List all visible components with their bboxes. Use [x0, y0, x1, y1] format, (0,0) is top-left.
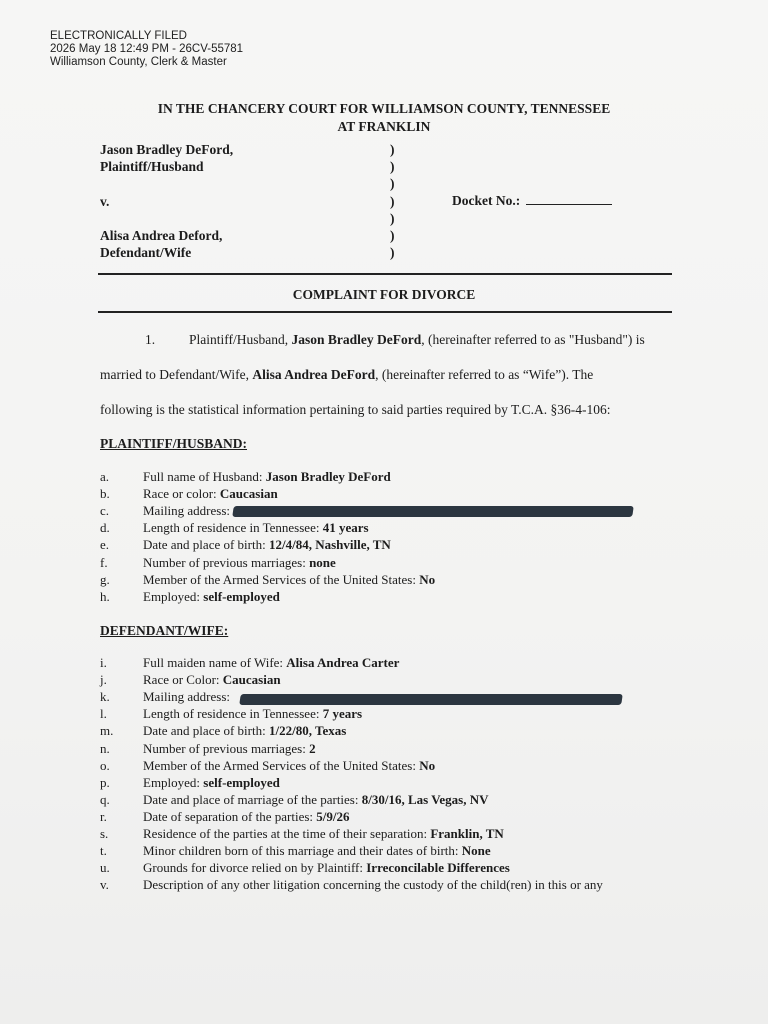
- item-label: Race or color:: [143, 486, 220, 502]
- stamp-line-3: Williamson County, Clerk & Master: [50, 56, 227, 68]
- item-value: 7 years: [322, 706, 363, 722]
- item-letter: s.: [100, 826, 109, 841]
- item-label: Mailing address:: [143, 503, 231, 519]
- stamp-line-1: ELECTRONICALLY FILED: [50, 30, 187, 42]
- item-value: Caucasian: [222, 672, 281, 688]
- item-letter: k.: [100, 689, 110, 705]
- item-letter: r.: [100, 808, 107, 824]
- item-label: Length of residence in Tennessee:: [143, 520, 323, 536]
- text: Plaintiff/Husband,: [189, 332, 292, 347]
- item-label: Date and place of birth:: [143, 537, 269, 553]
- caption-paren: ): [390, 211, 395, 226]
- item-letter: j.: [100, 672, 107, 688]
- defendant-role: Defendant/Wife: [100, 245, 192, 260]
- list-item: [100, 469, 391, 485]
- list-item: [100, 537, 391, 553]
- item-label: Length of residence in Tennessee:: [143, 706, 323, 722]
- item-label: Member of the Armed Services of the United States:: [143, 571, 420, 587]
- item-label: Mailing address:: [143, 689, 231, 705]
- item-value: Franklin, TN: [430, 826, 504, 841]
- defendant-name: Alisa Andrea Deford,: [100, 228, 223, 243]
- docket-label: Docket No.:: [452, 193, 521, 208]
- document-title: COMPLAINT FOR DIVORCE: [292, 287, 476, 302]
- item-value: 8/30/16, Las Vegas, NV: [361, 791, 489, 807]
- item-label: Residence of the parties at the time of their separation:: [143, 826, 431, 841]
- versus: v.: [100, 194, 110, 209]
- list-item: [100, 572, 435, 588]
- redaction-bar: [232, 506, 634, 517]
- item-value: none: [309, 554, 336, 570]
- item-value: Jason Bradley DeFord: [265, 469, 391, 484]
- text: , (hereinafter referred to as "Husband") is: [421, 332, 645, 347]
- plaintiff-role: Plaintiff/Husband: [100, 159, 204, 174]
- bottom-divider: [98, 311, 672, 313]
- paragraph-1-line-1: [100, 332, 672, 348]
- item-letter: c.: [100, 503, 110, 519]
- item-value: Irreconcilable Differences: [366, 860, 510, 876]
- item-letter: i.: [100, 655, 107, 670]
- court-heading: [0, 100, 768, 136]
- item-value: 41 years: [322, 520, 369, 536]
- caption-paren: ): [390, 176, 395, 191]
- item-letter: h.: [100, 588, 110, 604]
- paragraph-number: 1.: [145, 332, 156, 347]
- list-item: [100, 486, 278, 502]
- item-label: Number of previous marriages:: [143, 554, 310, 570]
- item-value: Caucasian: [219, 486, 278, 502]
- list-item: [100, 775, 280, 791]
- item-label: Description of any other litigation concerning the custody of the child(ren) in this or any: [143, 877, 603, 893]
- item-value: 1/22/80, Texas: [268, 723, 347, 739]
- item-letter: a.: [100, 469, 110, 484]
- court-heading-line-2: AT FRANKLIN: [337, 119, 431, 134]
- item-letter: d.: [100, 520, 110, 536]
- caption-paren: ): [390, 228, 395, 243]
- item-letter: m.: [100, 723, 114, 739]
- item-value: self-employed: [203, 588, 280, 604]
- item-value: 12/4/84, Nashville, TN: [268, 537, 391, 553]
- list-item: [100, 520, 369, 536]
- item-value: self-employed: [203, 774, 280, 790]
- list-item: [100, 503, 230, 519]
- list-item: [100, 843, 491, 859]
- caption-paren: ): [390, 194, 395, 209]
- item-label: Number of previous marriages:: [143, 740, 310, 756]
- list-item: [100, 860, 510, 876]
- item-letter: q.: [100, 791, 110, 807]
- wife-name: Alisa Andrea DeFord: [252, 367, 376, 382]
- item-value: Alisa Andrea Carter: [286, 655, 400, 670]
- list-item: [100, 655, 399, 671]
- text: , (hereinafter referred to as “Wife”). The: [375, 367, 594, 382]
- item-value: 2: [309, 740, 316, 756]
- item-label: Minor children born of this marriage and their dates of birth:: [143, 843, 462, 859]
- text: married to Defendant/Wife,: [100, 367, 253, 382]
- item-letter: b.: [100, 486, 110, 502]
- stamp-line-2: 2026 May 18 12:49 PM - 26CV-55781: [50, 43, 244, 55]
- item-letter: n.: [100, 740, 110, 756]
- paragraph-1-line-3: following is the statistical information pertaining to said parties required by T.C.A. §36-4-106:: [100, 402, 611, 417]
- item-value: No: [419, 571, 436, 587]
- item-value: None: [461, 843, 491, 859]
- item-letter: v.: [100, 877, 109, 893]
- docket-number: [452, 192, 612, 209]
- list-item: [100, 723, 346, 739]
- item-label: Full name of Husband:: [143, 469, 266, 484]
- list-item: [100, 826, 504, 842]
- item-letter: t.: [100, 843, 107, 859]
- list-item: [100, 758, 435, 774]
- item-label: Date and place of marriage of the parties:: [143, 791, 362, 807]
- item-label: Race or Color:: [143, 672, 223, 688]
- top-divider: [98, 273, 672, 275]
- list-item: [100, 877, 603, 893]
- item-label: Full maiden name of Wife:: [143, 655, 287, 670]
- list-item: [100, 589, 280, 605]
- item-letter: e.: [100, 537, 110, 553]
- item-value: No: [419, 757, 436, 773]
- item-letter: o.: [100, 757, 110, 773]
- paragraph-1-line-2: [100, 367, 672, 383]
- item-label: Date of separation of the parties:: [143, 808, 317, 824]
- item-label: Employed:: [143, 588, 204, 604]
- item-label: Grounds for divorce relied on by Plaintiff:: [143, 860, 367, 876]
- list-item: [100, 706, 362, 722]
- item-letter: u.: [100, 860, 110, 876]
- plaintiff-name: Jason Bradley DeFord,: [100, 142, 234, 157]
- husband-name: Jason Bradley DeFord: [291, 332, 422, 347]
- list-item: [100, 672, 281, 688]
- list-item: [100, 555, 336, 571]
- docket-blank: [526, 192, 612, 205]
- wife-heading: DEFENDANT/WIFE:: [100, 623, 229, 638]
- caption-paren: ): [390, 142, 395, 157]
- item-letter: f.: [100, 554, 108, 570]
- item-letter: g.: [100, 571, 110, 587]
- court-heading-line-1: IN THE CHANCERY COURT FOR WILLIAMSON COUNTY, TENNESSEE: [157, 101, 611, 116]
- list-item: [100, 792, 489, 808]
- item-label: Member of the Armed Services of the United States:: [143, 757, 420, 773]
- list-item: [100, 741, 316, 757]
- item-label: Employed:: [143, 774, 204, 790]
- item-value: 5/9/26: [316, 808, 350, 824]
- item-label: Date and place of birth:: [143, 723, 269, 739]
- list-item: [100, 809, 350, 825]
- husband-heading: PLAINTIFF/HUSBAND:: [100, 436, 248, 451]
- caption-paren: ): [390, 159, 395, 174]
- list-item: [100, 689, 230, 705]
- caption-paren: ): [390, 245, 395, 260]
- item-letter: p.: [100, 774, 110, 790]
- redaction-bar: [239, 694, 623, 705]
- item-letter: l.: [100, 706, 107, 722]
- electronic-filing-stamp: [50, 30, 243, 69]
